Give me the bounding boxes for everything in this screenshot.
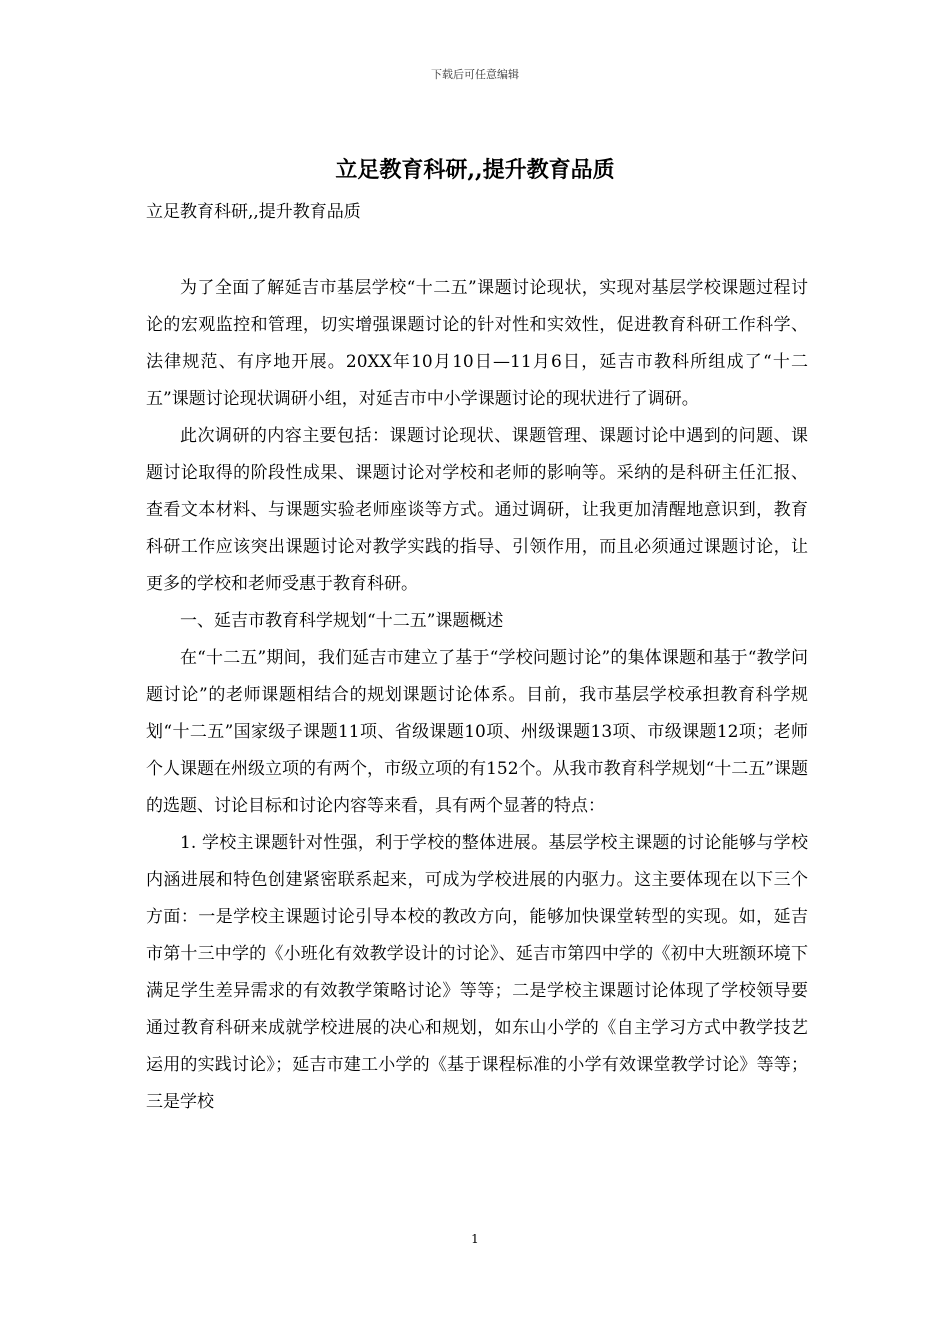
paragraph-feature-1: 1. 学校主课题针对性强，利于学校的整体进展。基层学校主课题的讨论能够与学校内涵进展和特色创建紧密联系起来，可成为学校进展的内驱力。这主要体现在以下三个方面：一是学校主课题讨论引导本校的教改方向，能够加快课堂转型的实现。如，延吉市第十三中学的《小班化有效教学设计的讨论》、延吉市第四中学的《初中大班额环境下满足学生差异需求的有效教学策略讨论》等等；二是学校主课题讨论体现了学校领导要通过教育科研来成就学校进展的决心和规划，如东山小学的《自主学习方式中教学技艺运用的实践讨论》；延吉市建工小学的《基于课程标准的小学有效课堂教学讨论》等等；三是学校	[146, 833, 808, 1112]
document-title: 立足教育科研,,提升教育品质	[335, 157, 615, 183]
document-body	[146, 270, 808, 1121]
paragraph-intro: 为了全面了解延吉市基层学校“十二五”课题讨论现状，实现对基层学校课题过程讨论的宏观监控和管理，切实增强课题讨论的针对性和实效性，促进教育科研工作科学、法律规范、有序地开展。20XX年10月10日—11月6日，延吉市教科所组成了“十二五”课题讨论现状调研小组，对延吉市中小学课题讨论的现状进行了调研。	[146, 278, 808, 409]
header-note: 下载后可任意编辑	[431, 68, 519, 81]
document-subtitle: 立足教育科研,,提升教育品质	[146, 202, 361, 222]
page-number: 1	[471, 1232, 479, 1246]
section-heading-overview: 一、延吉市教育科学规划“十二五”课题概述	[180, 611, 504, 631]
paragraph-overview: 在“十二五”期间，我们延吉市建立了基于“学校问题讨论”的集体课题和基于“教学问题讨论”的老师课题相结合的规划课题讨论体系。目前，我市基层学校承担教育科学规划“十二五”国家级子课题11项、省级课题10项、州级课题13项、市级课题12项；老师个人课题在州级立项的有两个，市级立项的有152个。从我市教育科学规划“十二五”课题的选题、讨论目标和讨论内容等来看，具有两个显著的特点：	[146, 648, 808, 816]
paragraph-scope: 此次调研的内容主要包括：课题讨论现状、课题管理、课题讨论中遇到的问题、课题讨论取得的阶段性成果、课题讨论对学校和老师的影响等。采纳的是科研主任汇报、查看文本材料、与课题实验老师座谈等方式。通过调研，让我更加清醒地意识到，教育科研工作应该突出课题讨论对教学实践的指导、引领作用，而且必须通过课题讨论，让更多的学校和老师受惠于教育科研。	[146, 426, 808, 594]
